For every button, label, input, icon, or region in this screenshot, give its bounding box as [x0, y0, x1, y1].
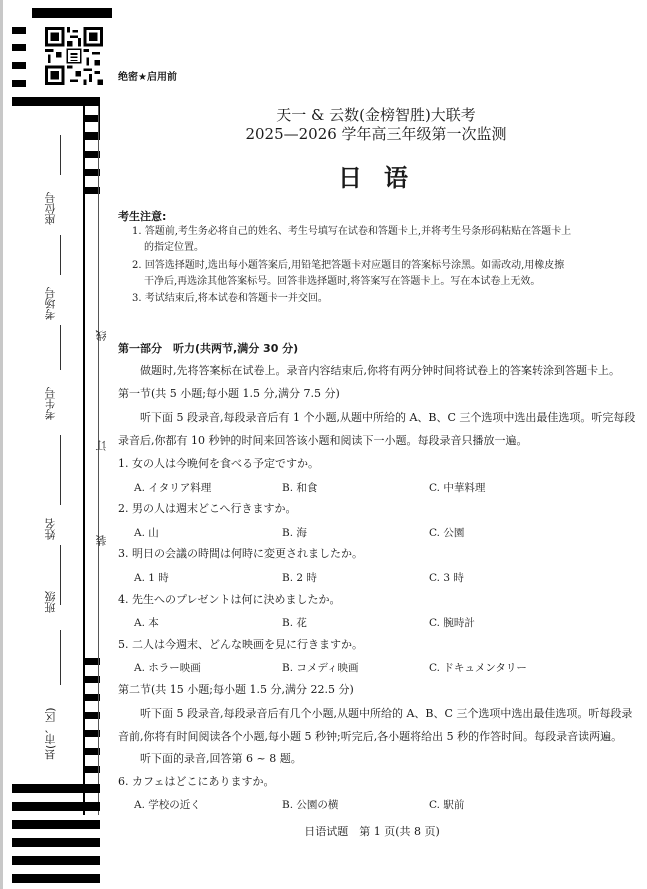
- question-4: 4. 先生へのプレゼントは何に決めましたか。: [118, 593, 341, 606]
- option-3b: B. 2 時: [282, 572, 317, 584]
- frame-right: [98, 106, 99, 815]
- qr-code-icon: [45, 27, 103, 85]
- option-6a: A. 学校の近く: [134, 799, 201, 811]
- option-5a: A. ホラー映画: [134, 662, 201, 674]
- candidate-number-line: [60, 325, 61, 370]
- question-1: 1. 女の人は今晩何を食べる予定ですか。: [118, 457, 319, 470]
- option-1a: A. イタリア料理: [134, 482, 212, 494]
- notice-text: 的指定位置。: [144, 242, 204, 253]
- binding-char-staple: 订: [95, 440, 108, 451]
- notice-item-2: [132, 258, 626, 290]
- candidate-number-label: 考生号: [44, 387, 57, 420]
- binding-char-bind: 装: [95, 535, 108, 546]
- class-label: 班级: [44, 591, 57, 613]
- part1-intro: 做题时,先将答案标在试卷上。录音内容结束后,你将有两分钟时间将试卷上的答案转涂到答题卡上。: [140, 364, 620, 377]
- stripe: [12, 838, 100, 847]
- question-6: 6. カフェはどこにありますか。: [118, 775, 275, 788]
- exam-room-line: [60, 235, 61, 275]
- option-2c: C. 公園: [429, 527, 465, 539]
- seat-number-line: [60, 135, 61, 175]
- stripe: [12, 27, 26, 34]
- notice-text: 3. 考试结束后,将本试卷和答题卡一并交回。: [132, 293, 328, 304]
- stripe: [12, 62, 26, 69]
- option-1b: B. 和食: [282, 482, 318, 494]
- stripe: [12, 784, 100, 793]
- option-6c: C. 駅前: [429, 799, 465, 811]
- option-1c: C. 中華料理: [429, 482, 486, 494]
- section2-instruction: 听下面 5 段录音,每段录音后有几个小题,从题中所给的 A、B、C 三个选项中选出最佳选项。听每段录: [140, 707, 633, 720]
- binding-line: [83, 106, 85, 815]
- stripe: [12, 44, 26, 51]
- confidential-label: 绝密★启用前: [118, 72, 177, 83]
- section2-instruction: 音前,你将有时间阅读各个小题,每小题 5 秒钟;听完后,各小题将给出 5 秒的作答时间。每段录音读两遍。: [118, 730, 623, 743]
- notice-item-1: [132, 224, 626, 256]
- notice-heading: 考生注意:: [118, 210, 167, 223]
- notice-text: 1. 答题前,考生务必将自己的姓名、考生号填写在试卷和答题卡上,并将考生号条形码粘贴在答题卡上: [132, 226, 572, 237]
- notice-item-3: [132, 291, 626, 307]
- option-2b: B. 海: [282, 527, 307, 539]
- part1-heading: 第一部分 听力(共两节,满分 30 分): [118, 342, 299, 355]
- option-4b: B. 花: [282, 617, 307, 629]
- stripe: [12, 820, 100, 829]
- seat-number-label: 座位号: [44, 192, 57, 225]
- page-edge: [0, 0, 3, 889]
- section2-heading: 第二节(共 15 小题;每小题 1.5 分,满分 22.5 分): [118, 683, 354, 696]
- exam-room-label: 考场号: [44, 287, 57, 320]
- stripe: [12, 80, 26, 87]
- stripe: [12, 874, 100, 883]
- binding-strip: [12, 0, 108, 889]
- name-label: 姓名: [44, 518, 57, 540]
- option-4c: C. 腕時計: [429, 617, 475, 629]
- subject-title: 日语: [338, 164, 430, 192]
- option-6b: B. 公園の横: [282, 799, 339, 811]
- exam-title-line1: 天一 & 云数(金榜智胜)大联考: [276, 106, 476, 124]
- notice-text: 干净后,再选涂其他答案标号。回答非选择题时,将答案写在答题卡上。写在本试卷上无效。: [144, 276, 541, 287]
- section1-heading: 第一节(共 5 小题;每小题 1.5 分,满分 7.5 分): [118, 387, 340, 400]
- section1-instruction: 录音后,你都有 10 秒钟的时间来回答该小题和阅读下一小题。每段录音只播放一遍。: [118, 434, 528, 447]
- binding-char-line: 线: [95, 330, 108, 341]
- stripe: [12, 97, 100, 106]
- option-2a: A. 山: [134, 527, 159, 539]
- question-5: 5. 二人は今週末、どんな映画を見に行きますか。: [118, 638, 363, 651]
- option-3a: A. 1 時: [134, 572, 169, 584]
- option-5b: B. コメディ映画: [282, 662, 359, 674]
- stripe: [32, 8, 112, 18]
- option-4a: A. 本: [134, 617, 159, 629]
- section1-instruction: 听下面 5 段录音,每段录音后有 1 个小题,从题中所给的 A、B、C 三个选项中选出最佳选项。听完每段: [140, 411, 636, 424]
- exam-title-line2: 2025—2026 学年高三年级第一次监测: [245, 125, 507, 143]
- stripe: [12, 802, 100, 811]
- option-3c: C. 3 時: [429, 572, 464, 584]
- question-2: 2. 男の人は週末どこへ行きますか。: [118, 502, 297, 515]
- question-3: 3. 明日の会議の時間は何時に変更されましたか。: [118, 547, 363, 560]
- listen-prompt: 听下面的录音,回答第 6 ~ 8 题。: [140, 752, 302, 765]
- county-line: [60, 630, 61, 685]
- notice-text: 2. 回答选择题时,选出每小题答案后,用铅笔把答题卡对应题目的答案标号涂黑。如需改动,用橡皮擦: [132, 260, 565, 271]
- stripe: [12, 856, 100, 865]
- county-label: 县(市、区): [44, 707, 57, 760]
- page-footer: 日语试题 第 1 页(共 8 页): [304, 825, 440, 838]
- name-line: [60, 435, 61, 505]
- option-5c: C. ドキュメンタリー: [429, 662, 527, 674]
